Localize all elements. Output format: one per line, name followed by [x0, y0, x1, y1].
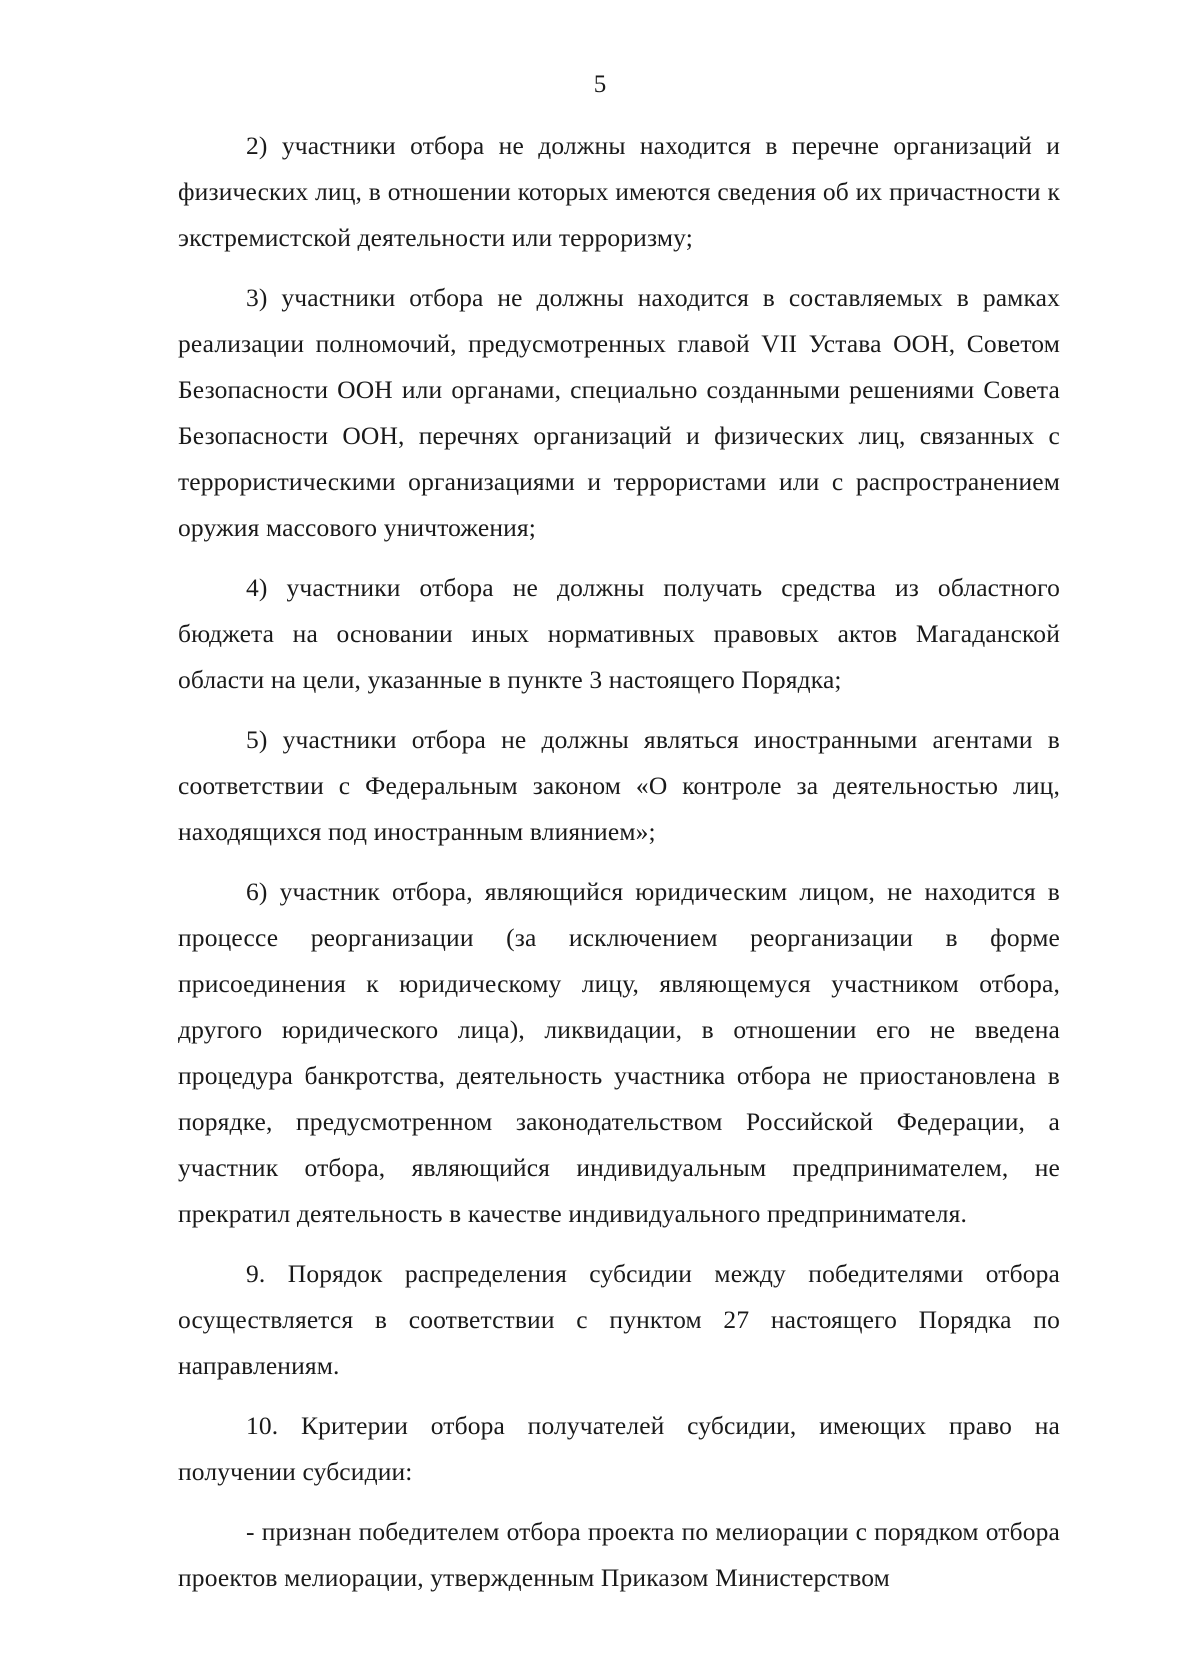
paragraph-item-3: 3) участники отбора не должны находится в составляемых в рамках реализации полномочий, предусмотренных главой VII Устава ООН, Советом Безопасности ООН или органами, специально созданными решениями Совета Безопасности ООН, перечнях организаций и физических лиц, связанных с террористическими организациями и террористами или с распространением оружия массового уничтожения;: [178, 283, 1060, 542]
paragraph-item-2: 2) участники отбора не должны находится в перечне организаций и физических лиц, в отношении которых имеются сведения об их причастности к экстремистской деятельности или терроризму;: [178, 131, 1060, 252]
paragraph-criterion-bullet: - признан победителем отбора проекта по мелиорации с порядком отбора проектов мелиорации, утвержденным Приказом Министерством: [178, 1517, 1060, 1592]
page-number: 5: [593, 71, 607, 98]
paragraph-item-4: 4) участники отбора не должны получать средства из областного бюджета на основании иных нормативных правовых актов Магаданской области на цели, указанные в пункте 3 настоящего Порядка;: [178, 573, 1060, 694]
paragraph-section-10: 10. Критерии отбора получателей субсидии, имеющих право на получении субсидии:: [178, 1411, 1060, 1486]
paragraph-item-6: 6) участник отбора, являющийся юридическим лицом, не находится в процессе реорганизации (за исключением реорганизации в форме присоединения к юридическому лицу, являющемуся участником отбора, другого юридического лица), ликвидации, в отношении его не введена процедура банкротства, деятельность участника отбора не приостановлена в порядке, предусмотренном законодательством Российской Федерации, а участник отбора, являющийся индивидуальным предпринимателем, не прекратил деятельность в качестве индивидуального предпринимателя.: [178, 877, 1060, 1228]
document-body: [178, 123, 1060, 1615]
paragraph-item-5: 5) участники отбора не должны являться иностранными агентами в соответствии с Федеральным законом «О контроле за деятельностью лиц, находящихся под иностранным влиянием»;: [178, 725, 1060, 846]
paragraph-section-9: 9. Порядок распределения субсидии между победителями отбора осуществляется в соответствии с пунктом 27 настоящего Порядка по направлениям.: [178, 1259, 1060, 1380]
